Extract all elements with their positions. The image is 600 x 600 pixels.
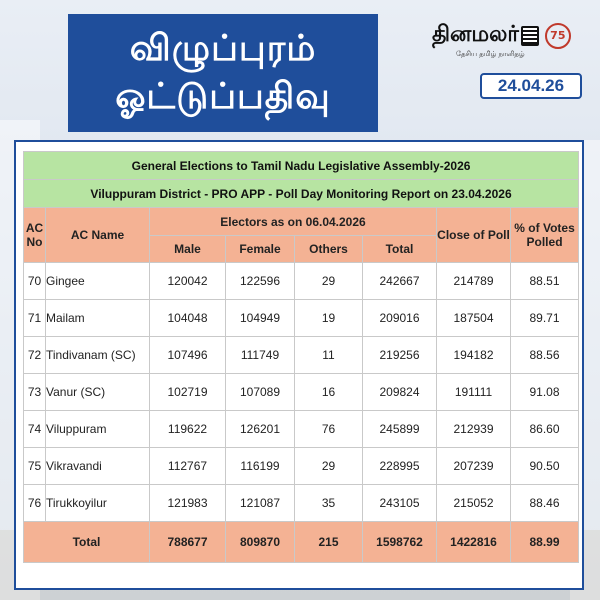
table-row: [24, 263, 579, 300]
cell-female: 107089: [226, 374, 295, 411]
cell-ac-name: Tindivanam (SC): [46, 337, 150, 374]
header-male: Male: [150, 236, 226, 263]
cell-others: 11: [295, 337, 363, 374]
cell-male: 121983: [150, 485, 226, 522]
cell-total: 228995: [363, 448, 437, 485]
total-total: 1598762: [363, 522, 437, 563]
anniversary-badge: 75: [545, 23, 571, 49]
cell-ac-no: 70: [24, 263, 46, 300]
total-close-of-poll: 1422816: [437, 522, 511, 563]
cell-pct-votes: 91.08: [511, 374, 579, 411]
cell-male: 107496: [150, 337, 226, 374]
logo-brand: [432, 22, 582, 50]
logo-tagline: தேசிய தமிழ் நாளிதழ்: [456, 50, 525, 58]
report-panel: [14, 140, 584, 590]
cell-ac-no: 72: [24, 337, 46, 374]
cell-pct-votes: 88.46: [511, 485, 579, 522]
cell-ac-no: 73: [24, 374, 46, 411]
cell-male: 104048: [150, 300, 226, 337]
cell-female: 122596: [226, 263, 295, 300]
report-subtitle: Viluppuram District - PRO APP - Poll Day Monitoring Report on 23.04.2026: [24, 180, 579, 208]
report-table: [23, 151, 579, 563]
cell-total: 209016: [363, 300, 437, 337]
cell-close-of-poll: 187504: [437, 300, 511, 337]
cell-total: 245899: [363, 411, 437, 448]
cell-others: 76: [295, 411, 363, 448]
header-female: Female: [226, 236, 295, 263]
cell-pct-votes: 88.56: [511, 337, 579, 374]
cell-total: 209824: [363, 374, 437, 411]
cell-others: 29: [295, 448, 363, 485]
header-electors: Electors as on 06.04.2026: [150, 208, 437, 236]
newspaper-logo: [432, 22, 582, 59]
table-row: [24, 448, 579, 485]
cell-ac-no: 75: [24, 448, 46, 485]
cell-ac-name: Vanur (SC): [46, 374, 150, 411]
cell-ac-name: Vikravandi: [46, 448, 150, 485]
cell-others: 29: [295, 263, 363, 300]
cell-close-of-poll: 207239: [437, 448, 511, 485]
cell-others: 16: [295, 374, 363, 411]
total-female: 809870: [226, 522, 295, 563]
headline-line-1: விழுப்புரம்: [129, 28, 317, 69]
cell-pct-votes: 86.60: [511, 411, 579, 448]
cell-pct-votes: 90.50: [511, 448, 579, 485]
cell-pct-votes: 88.51: [511, 263, 579, 300]
header-others: Others: [295, 236, 363, 263]
table-row: [24, 374, 579, 411]
cell-close-of-poll: 214789: [437, 263, 511, 300]
cell-ac-name: Mailam: [46, 300, 150, 337]
cell-total: 242667: [363, 263, 437, 300]
cell-male: 102719: [150, 374, 226, 411]
cell-male: 112767: [150, 448, 226, 485]
cell-female: 111749: [226, 337, 295, 374]
cell-ac-no: 71: [24, 300, 46, 337]
cell-female: 126201: [226, 411, 295, 448]
cell-ac-no: 76: [24, 485, 46, 522]
cell-close-of-poll: 194182: [437, 337, 511, 374]
table-row: [24, 337, 579, 374]
cell-ac-name: Viluppuram: [46, 411, 150, 448]
header-total: Total: [363, 236, 437, 263]
headline-banner: [68, 14, 378, 132]
report-title: General Elections to Tamil Nadu Legislative Assembly-2026: [24, 152, 579, 180]
cell-female: 104949: [226, 300, 295, 337]
cell-female: 116199: [226, 448, 295, 485]
cell-male: 120042: [150, 263, 226, 300]
cell-total: 243105: [363, 485, 437, 522]
header-ac-no: AC No: [24, 208, 46, 263]
total-others: 215: [295, 522, 363, 563]
cell-female: 121087: [226, 485, 295, 522]
cell-close-of-poll: 215052: [437, 485, 511, 522]
total-label: Total: [24, 522, 150, 563]
table-row: [24, 411, 579, 448]
total-pct-votes: 88.99: [511, 522, 579, 563]
total-male: 788677: [150, 522, 226, 563]
headline-line-2: ஓட்டுப்பதிவு: [115, 76, 331, 117]
cell-others: 19: [295, 300, 363, 337]
cell-ac-name: Tirukkoyilur: [46, 485, 150, 522]
cell-total: 219256: [363, 337, 437, 374]
cell-ac-name: Gingee: [46, 263, 150, 300]
table-row: [24, 300, 579, 337]
header-ac-name: AC Name: [46, 208, 150, 263]
header-close-of-poll: Close of Poll: [437, 208, 511, 263]
date-badge: 24.04.26: [480, 73, 582, 99]
logo-emblem-icon: [521, 26, 539, 46]
cell-male: 119622: [150, 411, 226, 448]
cell-ac-no: 74: [24, 411, 46, 448]
logo-brand-text: தினமலர்: [432, 22, 519, 47]
cell-close-of-poll: 191111: [437, 374, 511, 411]
cell-pct-votes: 89.71: [511, 300, 579, 337]
table-row: [24, 485, 579, 522]
cell-others: 35: [295, 485, 363, 522]
cell-close-of-poll: 212939: [437, 411, 511, 448]
total-row: [24, 522, 579, 563]
header-pct-votes: % of Votes Polled: [511, 208, 579, 263]
